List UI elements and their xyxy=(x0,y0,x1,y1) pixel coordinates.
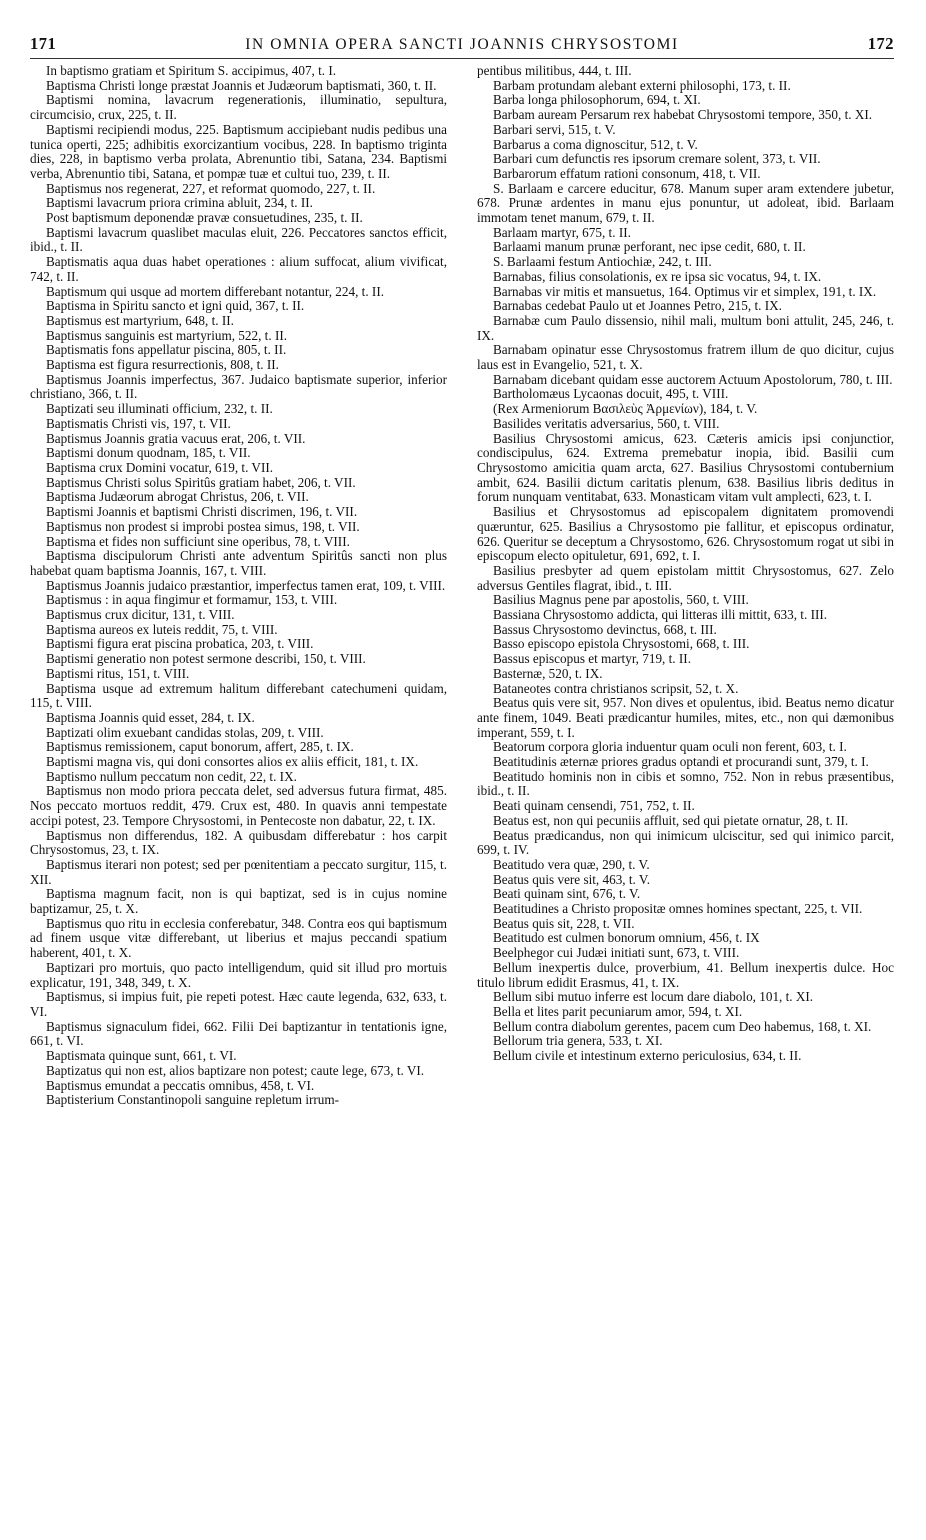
index-entry: Baptisma magnum facit, non is qui baptizat, sed is in cujus nomine baptizamur, 25, t. X. xyxy=(30,886,447,917)
index-entry: Baptisma in Spiritu sancto et igni quid, 367, t. II. xyxy=(46,298,305,314)
index-entry: S. Barlaami festum Antiochiæ, 242, t. III. xyxy=(493,254,712,270)
index-entry: Baptismi magna vis, qui doni consortes alios ex aliis efficit, 181, t. IX. xyxy=(46,754,419,770)
index-entry: Baptisma usque ad extremum halitum differebant catechumeni quidam, 115, t. VIII. xyxy=(30,680,447,711)
index-entry: Baptismus Joannis gratia vacuus erat, 206, t. VII. xyxy=(46,430,306,446)
index-entry: Beatus quis sit, 228, t. VII. xyxy=(493,915,635,931)
index-entry: Beatorum corpora gloria induentur quam oculi non ferent, 603, t. I. xyxy=(493,739,847,755)
index-entry: Baptismus sanguinis est martyrium, 522, t. II. xyxy=(46,327,288,343)
index-entry: Barlaam martyr, 675, t. II. xyxy=(493,224,631,240)
index-entry: Barbarus a coma dignoscitur, 512, t. V. xyxy=(493,136,698,152)
index-entry: Baptizatus qui non est, alios baptizare non potest; caute lege, 673, t. VI. xyxy=(46,1062,425,1078)
index-entry: Bellum contra diabolum gerentes, pacem cum Deo habemus, 168, t. XI. xyxy=(493,1018,872,1034)
index-entry: Baptismi donum quodnam, 185, t. VII. xyxy=(46,445,251,461)
index-entry: Baptismi nomina, lavacrum regenerationis, illuminatio, sepultura, circumcisio, crux, 225, t. II. xyxy=(30,92,447,123)
index-entry: Bellum inexpertis dulce, proverbium, 41. Bellum inexpertis dulce. Hoc titulo librum edidit Erasmus, 41, t. IX. xyxy=(477,959,894,990)
index-entry: Beatus est, non qui pecuniis affluit, sed qui pietate ornatur, 28, t. II. xyxy=(493,812,849,828)
index-entry: Baptismus signaculum fidei, 662. Filii Dei baptizantur in tentationis igne, 661, t. VI. xyxy=(30,1018,447,1049)
index-entry: Beati quinam sint, 676, t. V. xyxy=(493,886,641,902)
left-column xyxy=(30,64,447,1534)
index-entry: Baptisma discipulorum Christi ante adventum Spiritûs sancti non plus habebat quam baptisma Joannis, 167, t. VIII. xyxy=(30,548,447,578)
index-entry: Baptisma aureos ex luteis reddit, 75, t. VIII. xyxy=(46,621,278,637)
index-entry: Baptismus crux dicitur, 131, t. VIII. xyxy=(46,607,235,623)
index-entry: Baptismi ritus, 151, t. VIII. xyxy=(46,665,190,681)
index-entry: Baptismus non differendus, 182. A quibusdam differebatur : hos carpit Chrysostomus, 23, t. IX. xyxy=(30,827,447,858)
right-column xyxy=(477,64,894,1534)
index-entry: Basilius presbyter ad quem epistolam mittit Chrysostomus, 627. Zelo adversus Gentiles flagrat, ibid., t. III. xyxy=(477,562,894,593)
index-entry: Baptismus Joannis imperfectus, 367. Judaico baptismate superior, inferior christiano, 366, t. II. xyxy=(30,371,447,402)
index-entry: Bassus Chrysostomo devinctus, 668, t. III. xyxy=(493,621,717,637)
index-entry: S. Barlaam e carcere educitur, 678. Manum super aram extendere jubetur, 678. Prunæ ardentes in manu ejus ponuntur, ut adoleat, ibid. Barlaam immotam tenet manum, 679, t. II. xyxy=(477,180,894,226)
index-entry: Bartholomæus Lycaonas docuit, 495, t. VIII. xyxy=(493,386,729,402)
index-entry: Baptizati seu illuminati officium, 232, t. II. xyxy=(46,401,273,417)
index-entry: Basilius Chrysostomi amicus, 623. Cæteris amicis ipsi conjunctior, condiscipulus, 624. Extrema premebatur inopia, ibid. Basilii cum Chrysostomo amicitia quam arcta, 627. Basilius Chrysostomi contubernium ambit, 624. Basilii dictum caritatis plenum, 638. Basilius libris deditus in forum nunquam ventitabat, 633. Monasticam vitam vult amplecti, 623, t. I. xyxy=(477,430,894,505)
index-entry: Baptismus non modo priora peccata delet, sed adversus futura firmat, 485. Nos peccato mortuos reddit, 479. Crux est, 480. In quavis anni tempestate accipi potest, 23. Tempore Chrysostomi, in Pentecoste non dabatur, 22, t. IX. xyxy=(30,783,447,828)
index-entry: Baptismata quinque sunt, 661, t. VI. xyxy=(46,1048,237,1064)
index-entry: Barnabam dicebant quidam esse auctorem Actuum Apostolorum, 780, t. III. xyxy=(493,371,893,387)
index-entry: In baptismo gratiam et Spiritum S. accipimus, 407, t. I. xyxy=(46,64,337,78)
index-entry: Barbari cum defunctis res ipsorum cremare solent, 373, t. VII. xyxy=(493,151,821,167)
index-entry: Baptizati olim exuebant candidas stolas, 209, t. VIII. xyxy=(46,724,324,740)
index-entry: Baptismatis fons appellatur piscina, 805, t. II. xyxy=(46,342,287,358)
index-entry: Barnabas vir mitis et mansuetus, 164. Optimus vir et simplex, 191, t. IX. xyxy=(493,283,877,299)
index-entry: Baptisma Christi longe præstat Joannis et Judæorum baptismati, 360, t. II. xyxy=(46,77,437,93)
index-entry: Barlaami manum prunæ perforant, nec ipse cedit, 680, t. II. xyxy=(493,239,806,255)
index-entry: Beatus quis vere sit, 463, t. V. xyxy=(493,871,651,887)
index-entry: Baptisma Judæorum abrogat Christus, 206, t. VII. xyxy=(46,489,309,505)
index-entry: Barbam protundam alebant externi philosophi, 173, t. II. xyxy=(493,77,791,93)
index-entry: Baptismus non prodest si improbi postea simus, 198, t. VII. xyxy=(46,518,360,534)
index-entry: Baptismi recipiendi modus, 225. Baptismum accipiebant nudis pedibus una tunica operti, 225; adhibitis exorcizantium vocibus, 228. In baptismo triginta dies, 228, in baptismo verba prolata, Abrenuntio tibi, Satana, 234. Baptismi verba, Abrenuntio tibi, Satana, et pompæ tuæ et cultui tuo, 239, t. II. xyxy=(30,121,447,181)
index-entry: Baptismum qui usque ad mortem differebant notantur, 224, t. II. xyxy=(46,283,385,299)
index-entry: Beelphegor cui Judæi initiati sunt, 673, t. VIII. xyxy=(493,945,740,961)
index-entry: Baptismatis Christi vis, 197, t. VII. xyxy=(46,415,231,431)
running-title: IN OMNIA OPERA SANCTI JOANNIS CHRYSOSTOMI xyxy=(245,36,679,53)
index-entry: Basso episcopo epistola Chrysostomi, 668, t. III. xyxy=(493,636,750,652)
index-entry: Beati quinam censendi, 751, 752, t. II. xyxy=(493,798,695,814)
index-entry: Baptisterium Constantinopoli sanguine repletum irrum- xyxy=(46,1092,340,1108)
index-entry: Bella et lites parit pecuniarum amor, 594, t. XI. xyxy=(493,1004,743,1019)
index-entry: Baptismi generatio non potest sermone describi, 150, t. VIII. xyxy=(46,651,366,667)
index-entry: Bellum sibi mutuo inferre est locum dare diabolo, 101, t. XI. xyxy=(493,989,814,1005)
header-rule xyxy=(30,58,894,59)
index-entry: Baptismo nullum peccatum non cedit, 22, t. IX. xyxy=(46,768,297,784)
index-entry: Barnabam opinatur esse Chrysostomus fratrem illum de quo dicitur, cujus laus est in Evangelio, 521, t. X. xyxy=(477,342,894,373)
index-entry: Barba longa philosophorum, 694, t. XI. xyxy=(493,92,701,108)
index-entry: Bellorum tria genera, 533, t. XI. xyxy=(493,1033,663,1049)
page-header xyxy=(30,34,894,54)
index-entry: Basilides veritatis adversarius, 560, t. VIII. xyxy=(493,415,720,431)
index-entry: Basternæ, 520, t. IX. xyxy=(493,665,603,681)
index-entry: Bassus episcopus et martyr, 719, t. II. xyxy=(493,651,691,667)
index-entry: Baptisma crux Domini vocatur, 619, t. VII. xyxy=(46,459,274,475)
index-entry: Baptisma et fides non sufficiunt sine operibus, 78, t. VIII. xyxy=(46,533,350,549)
left-page-number: 171 xyxy=(30,34,57,53)
index-entry: Basilius Magnus pene par apostolis, 560, t. VIII. xyxy=(493,592,749,608)
index-entry: Baptismi lavacrum priora crimina abluit, 234, t. II. xyxy=(46,195,313,211)
index-entry: Baptismi lavacrum quaslibet maculas eluit, 226. Peccatores sanctos efficit, ibid., t. II. xyxy=(30,224,447,255)
index-entry: Baptisma est figura resurrectionis, 808, t. II. xyxy=(46,357,279,373)
index-entry: Beatitudines a Christo propositæ omnes homines spectant, 225, t. VII. xyxy=(493,901,863,917)
index-entry: Bataneotes contra christianos scripsit, 52, t. X. xyxy=(493,680,739,696)
index-entry: Basilius et Chrysostomus ad episcopalem dignitatem promovendi quæruntur, 625. Basilius a Chrysostomo pie fallitur, et episcopus ordinatur, 626. Queritur se deceptum a Chrysostomo, 626. Chrysostomum rogat ut sibi in episcopum electo opituletur, 691, 692, t. I. xyxy=(477,504,894,564)
index-entry: Barnabæ cum Paulo dissensio, nihil mali, multum boni attulit, 245, 246, t. IX. xyxy=(477,312,894,343)
index-entry: Baptismi figura erat piscina probatica, 203, t. VIII. xyxy=(46,636,314,652)
index-entry: Baptisma Joannis quid esset, 284, t. IX. xyxy=(46,709,255,725)
index-entry: Barnabas cedebat Paulo ut et Joannes Petro, 215, t. IX. xyxy=(493,298,782,314)
index-entry: Bassiana Chrysostomo addicta, qui litteras illi mittit, 633, t. III. xyxy=(493,607,828,623)
right-page-number: 172 xyxy=(867,34,894,53)
index-entry: Baptismus : in aqua fingimur et formamur, 153, t. VIII. xyxy=(46,592,338,608)
index-entry: Baptismus, si impius fuit, pie repeti potest. Hæc caute legenda, 632, 633, t. VI. xyxy=(30,989,447,1019)
index-entry: Beatitudo hominis non in cibis et somno, 752. Non in rebus præsentibus, ibid., t. II. xyxy=(477,768,894,799)
index-entry: Post baptismum deponendæ pravæ consuetudines, 235, t. II. xyxy=(46,210,363,226)
index-entry: Baptismus Christi solus Spiritûs gratiam habet, 206, t. VII. xyxy=(46,474,356,490)
index-entry: Baptismus quo ritu in ecclesia conferebatur, 348. Contra eos qui baptismum ad finem usque vitæ differebant, ut liberius et majus peccandi spatium haberent, 401, t. X. xyxy=(30,915,447,961)
index-entry: Beatitudo est culmen bonorum omnium, 456, t. IX xyxy=(493,930,760,946)
index-entry: Baptismus emundat a peccatis omnibus, 458, t. VI. xyxy=(46,1077,315,1093)
index-entry: Baptizari pro mortuis, quo pacto intelligendum, quid sit illud pro mortuis explicatur, 191, 348, 349, t. X. xyxy=(30,959,447,990)
index-entry: Baptismi Joannis et baptismi Christi discrimen, 196, t. VII. xyxy=(46,504,358,520)
index-entry: Beatus prædicandus, non qui inimicum ulciscitur, sed qui inimico parcit, 699, t. IV. xyxy=(477,827,894,858)
index-entry: (Rex Armeniorum Βασιλεὺς Ἀρμενίων), 184, t. V. xyxy=(493,401,758,417)
index-entry: Bellum civile et intestinum externo periculosius, 634, t. II. xyxy=(493,1048,802,1064)
index-entry: Beatitudinis æternæ priores gradus optandi et procurandi sunt, 379, t. I. xyxy=(493,754,869,770)
index-entry: Baptismus Joannis judaico præstantior, imperfectus tamen erat, 109, t. VIII. xyxy=(46,577,446,593)
index-entry: Beatitudo vera quæ, 290, t. V. xyxy=(493,856,650,872)
index-entry: Barnabas, filius consolationis, ex re ipsa sic vocatus, 94, t. IX. xyxy=(493,268,822,284)
index-entry: Barbarorum effatum rationi consonum, 418, t. VII. xyxy=(493,165,761,181)
index-entry: Baptismatis aqua duas habet operationes : alium suffocat, alium vivificat, 742, t. II. xyxy=(30,254,447,284)
index-entry: pentibus militibus, 444, t. III. xyxy=(477,64,632,78)
index-entry: Barbari servi, 515, t. V. xyxy=(493,121,616,137)
index-columns xyxy=(30,64,894,1534)
index-entry: Baptismus remissionem, caput bonorum, affert, 285, t. IX. xyxy=(46,739,354,755)
index-entry: Baptismus iterari non potest; sed per pœnitentiam a peccato surgitur, 115, t. XII. xyxy=(30,856,447,887)
index-entry: Barbam auream Persarum rex habebat Chrysostomi tempore, 350, t. XI. xyxy=(493,107,873,123)
index-entry: Baptismus nos regenerat, 227, et reformat quomodo, 227, t. II. xyxy=(46,180,376,196)
index-entry: Baptismus est martyrium, 648, t. II. xyxy=(46,312,234,328)
index-entry: Beatus quis vere sit, 957. Non dives et opulentus, ibid. Beatus nemo dicatur ante finem, 1049. Beati prædicantur humiles, mites, etc., non qui dæmonibus imperant, 559, t. I. xyxy=(477,695,894,740)
